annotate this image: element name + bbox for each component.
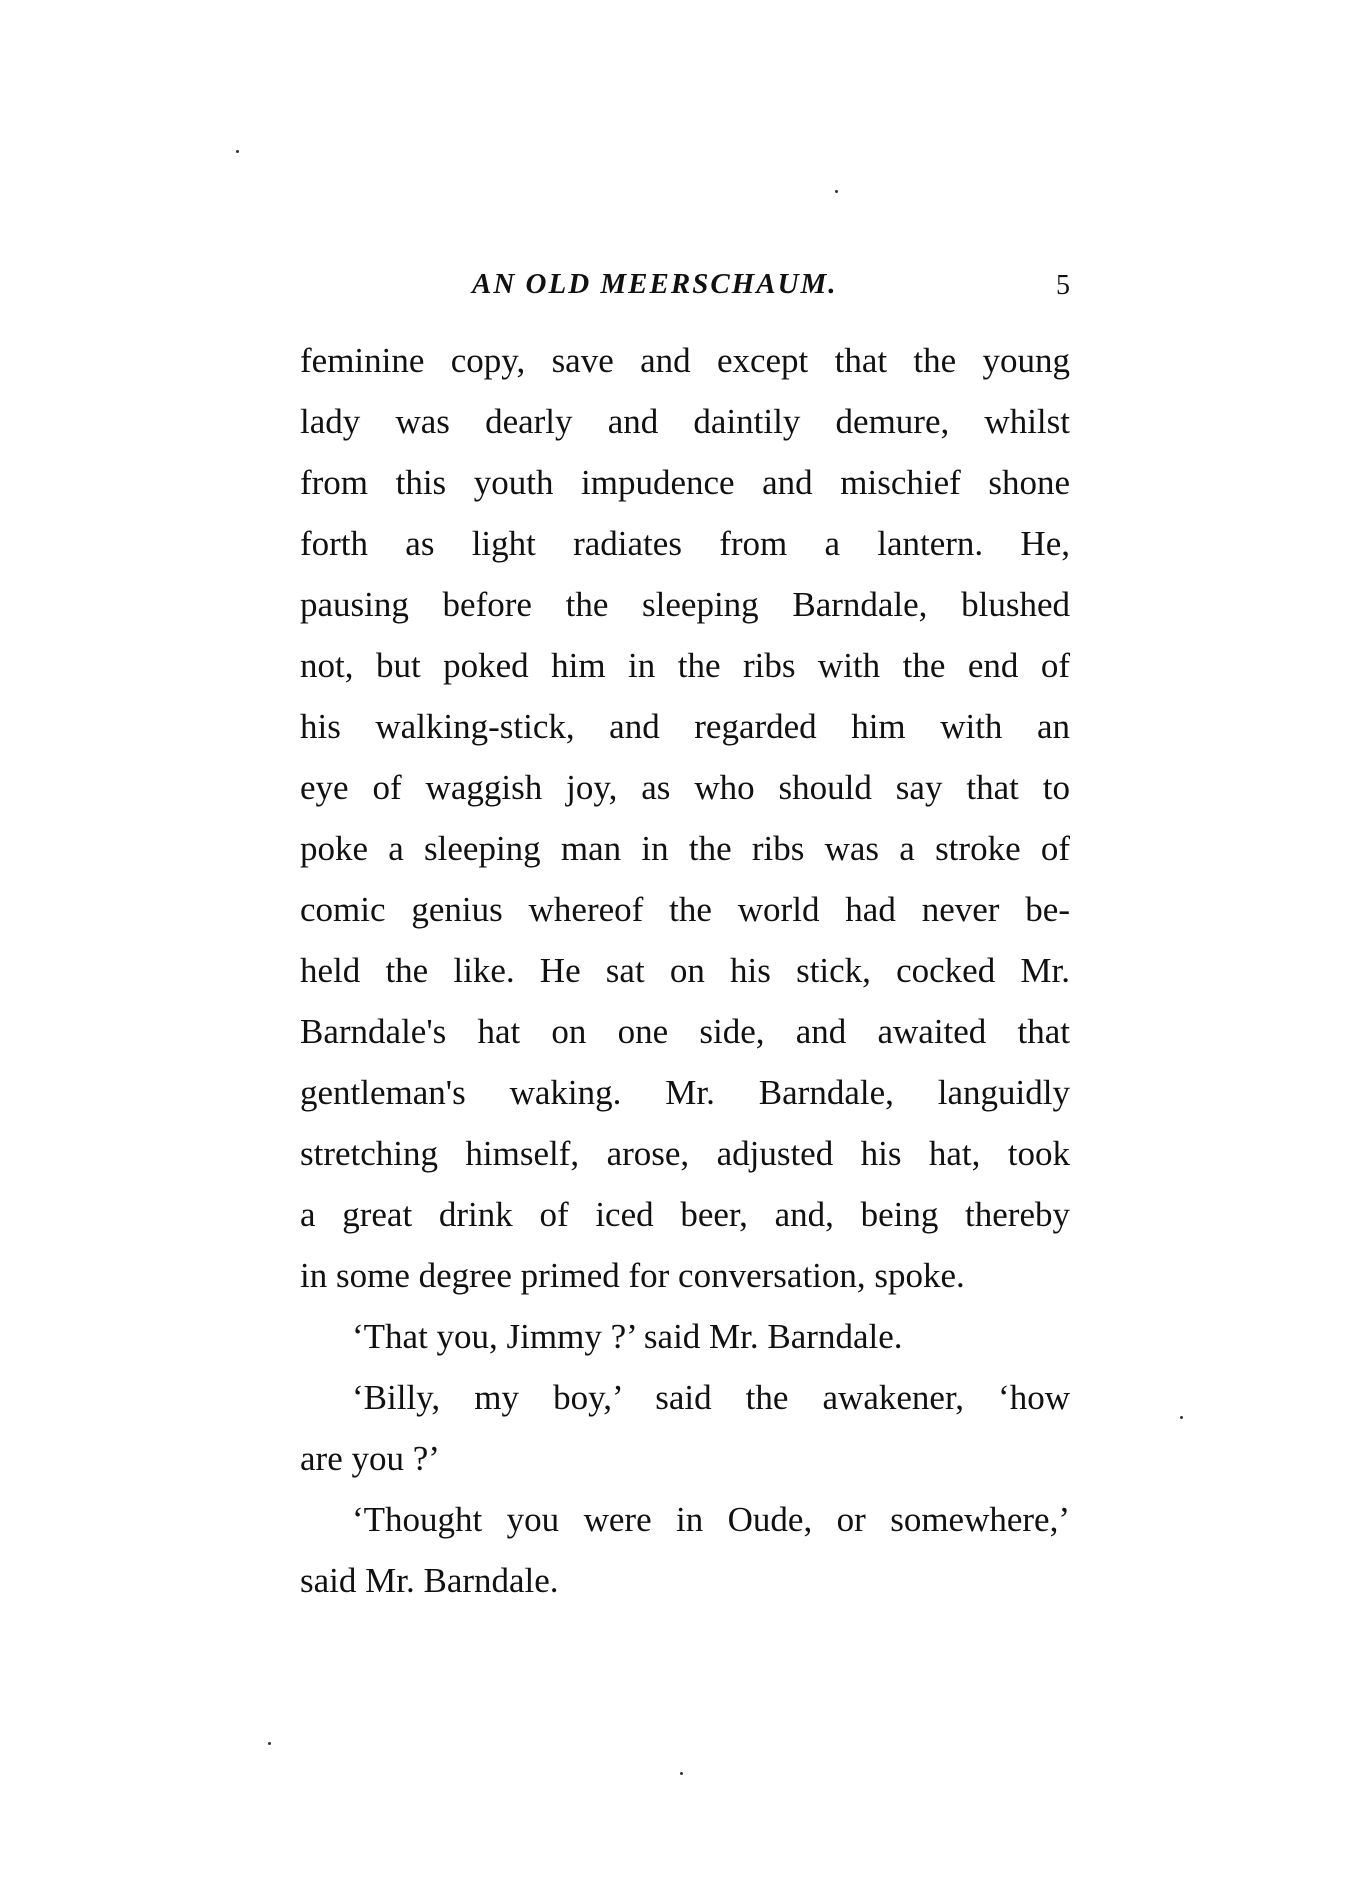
text-line: comic genius whereof the world had never be- (300, 890, 1070, 929)
text-line: from this youth impudence and mischief shone (300, 463, 1070, 502)
text-line: ‘Thought you were in Oude, or somewhere,’ (352, 1500, 1070, 1539)
text-line: are you ?’ (300, 1439, 440, 1478)
text-line: ‘That you, Jimmy ?’ said Mr. Barndale. (352, 1317, 903, 1356)
text-line: forth as light radiates from a lantern. He, (300, 524, 1070, 563)
paper-speck (835, 190, 838, 193)
text-line: gentleman's waking. Mr. Barndale, languidly (300, 1073, 1070, 1112)
running-head (300, 268, 1070, 312)
running-title: AN OLD MEERSCHAUM. (472, 268, 838, 300)
paper-speck (236, 150, 239, 153)
text-line: eye of waggish joy, as who should say that to (300, 768, 1070, 807)
text-line: his walking-stick, and regarded him with an (300, 707, 1070, 746)
text-line: lady was dearly and daintily demure, whilst (300, 402, 1070, 441)
text-line: poke a sleeping man in the ribs was a stroke of (300, 829, 1070, 868)
text-line: not, but poked him in the ribs with the end of (300, 646, 1070, 685)
paper-speck (680, 1772, 683, 1775)
paper-speck (268, 1742, 271, 1745)
text-line: said Mr. Barndale. (300, 1561, 559, 1600)
text-line: in some degree primed for conversation, spoke. (300, 1256, 965, 1295)
paper-speck (1180, 1416, 1183, 1419)
text-line: Barndale's hat on one side, and awaited that (300, 1012, 1070, 1051)
page-number: 5 (1056, 270, 1070, 301)
body-text (300, 330, 1070, 1611)
text-line: a great drink of iced beer, and, being thereby (300, 1195, 1070, 1234)
text-line: stretching himself, arose, adjusted his hat, took (300, 1134, 1070, 1173)
text-line: pausing before the sleeping Barndale, blushed (300, 585, 1070, 624)
text-line: held the like. He sat on his stick, cocked Mr. (300, 951, 1070, 990)
text-line: ‘Billy, my boy,’ said the awakener, ‘how (352, 1378, 1070, 1417)
text-line: feminine copy, save and except that the young (300, 341, 1070, 380)
